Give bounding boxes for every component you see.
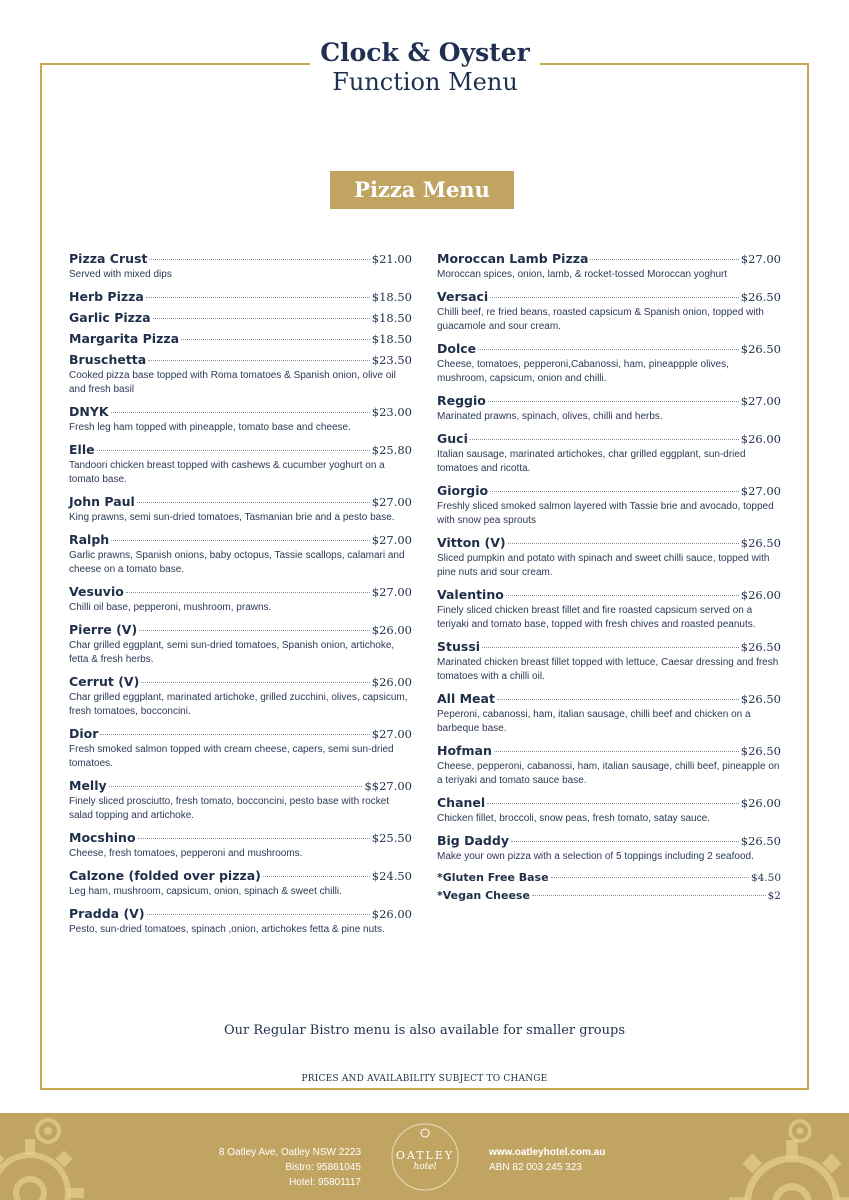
menu-item-row [69, 532, 412, 549]
menu-item-row [437, 251, 781, 268]
bistro-phone: Bistro: 95861045 [285, 1162, 361, 1173]
menu-item-name: *Vegan Cheese [437, 889, 530, 902]
menu-item-row [69, 494, 412, 511]
menu-item-row [69, 584, 412, 601]
menu-item-price: $27.00 [371, 495, 412, 509]
menu-item-name: Pierre (V) [69, 622, 138, 637]
menu-item-price: $18.50 [371, 290, 412, 304]
menu-item-price: $27.00 [371, 727, 412, 741]
dot-leader [482, 647, 739, 648]
dot-leader [148, 360, 370, 361]
menu-item-name: All Meat [437, 691, 495, 706]
menu-item-row [69, 404, 412, 421]
menu-item-description: Chilli oil base, pepperoni, mushroom, prawns. [69, 602, 272, 613]
right-column [437, 251, 781, 907]
menu-item-row [437, 889, 781, 906]
menu-item-row [437, 483, 781, 500]
menu-item-row [69, 331, 412, 348]
dot-leader [100, 734, 369, 735]
menu-item-name: Dolce [437, 341, 477, 356]
menu-item-price: $2 [767, 890, 781, 902]
menu-item-description: Marinated chicken breast fillet topped with lettuce, Caesar dressing and fresh tomatoes with a chilli oil. [437, 657, 779, 682]
menu-item-price: $18.50 [371, 311, 412, 325]
web-block [489, 1145, 689, 1175]
menu-item-row [69, 289, 412, 306]
menu-item [69, 726, 412, 771]
menu-item-price: $27.00 [371, 585, 412, 599]
menu-item-row [437, 691, 781, 708]
menu-item-price: $26.50 [740, 744, 781, 758]
dot-leader [126, 592, 370, 593]
title-line-2: Function Menu [332, 68, 518, 96]
menu-item-price: $26.00 [740, 432, 781, 446]
menu-item-name: Ralph [69, 532, 110, 547]
dot-leader [470, 439, 739, 440]
menu-item-name: Giorgio [437, 483, 489, 498]
menu-item [437, 871, 781, 888]
menu-item-name: Versaci [437, 289, 489, 304]
menu-item-name: Reggio [437, 393, 486, 408]
dot-leader [97, 450, 370, 451]
menu-item-description: Fresh leg ham topped with pineapple, tomato base and cheese. [69, 422, 351, 433]
menu-item-description: Finely sliced chicken breast fillet and fire roasted capsicum served on a teriyaki and tomato base, topped with fresh chives and roasted peanuts. [437, 605, 756, 630]
menu-item-row [437, 341, 781, 358]
logo-name: OATLEY [395, 1149, 455, 1162]
menu-item-name: Pizza Crust [69, 251, 148, 266]
menu-item [69, 331, 412, 348]
menu-item [69, 289, 412, 306]
menu-item-name: Moroccan Lamb Pizza [437, 251, 589, 266]
menu-item-price: $$27.00 [364, 779, 412, 793]
menu-item-description: Italian sausage, marinated artichokes, char grilled eggplant, sun-dried tomatoes and ricotta. [437, 449, 746, 474]
menu-item-row [69, 442, 412, 459]
menu-item-description: Cheese, tomatoes, pepperoni,Cabanossi, ham, pineappple olives, mushroom, capsicum, onion and chilli. [437, 359, 729, 384]
menu-item-price: $26.50 [740, 692, 781, 706]
menu-item [437, 393, 781, 424]
menu-item [69, 868, 412, 899]
menu-item-description: Tandoori chicken breast topped with cashews & cucumber yoghurt on a tomato base. [69, 460, 385, 485]
menu-item [437, 691, 781, 736]
dot-leader [153, 318, 370, 319]
menu-item [437, 251, 781, 282]
menu-item-description: Freshly sliced smoked salmon layered with Tassie brie and avocado, topped with snow pea sprouts [437, 501, 774, 526]
menu-item-name: Garlic Pizza [69, 310, 151, 325]
menu-item-price: $25.50 [371, 831, 412, 845]
menu-item-name: Mocshino [69, 830, 136, 845]
menu-item-description: Cheese, fresh tomatoes, pepperoni and mushrooms. [69, 848, 303, 859]
menu-item-description: Served with mixed dips [69, 269, 172, 280]
dot-leader [147, 914, 370, 915]
menu-item [437, 341, 781, 386]
menu-item [69, 532, 412, 577]
menu-item-description: Cooked pizza base topped with Roma tomatoes & Spanish onion, olive oil and fresh basil [69, 370, 396, 395]
footer-disclaimer: PRICES AND AVAILABILITY SUBJECT TO CHANGE [301, 1074, 548, 1084]
menu-item [69, 310, 412, 327]
menu-item-price: $4.50 [750, 872, 781, 884]
dot-leader [478, 349, 739, 350]
dot-leader [138, 838, 370, 839]
menu-item-name: Hofman [437, 743, 492, 758]
dot-leader [508, 543, 739, 544]
dot-leader [497, 699, 739, 700]
dot-leader [181, 339, 370, 340]
menu-item-name: Melly [69, 778, 107, 793]
menu-item-description: Leg ham, mushroom, capsicum, onion, spinach & sweet chilli. [69, 886, 342, 897]
menu-item-price: $21.00 [371, 252, 412, 266]
title-line-1: Clock & Oyster [320, 38, 530, 67]
menu-item-price: $25.80 [371, 443, 412, 457]
menu-item-description: Marinated prawns, spinach, olives, chilli and herbs. [437, 411, 663, 422]
menu-title [310, 38, 540, 98]
gear-icon [782, 1113, 818, 1149]
menu-item-description: Sliced pumpkin and potato with spinach and sweet chilli sauce, topped with pine nuts and sour cream. [437, 553, 770, 578]
menu-item-name: DNYK [69, 404, 109, 419]
menu-item-name: Valentino [437, 587, 504, 602]
dot-leader [111, 540, 370, 541]
menu-item-description: Fresh smoked salmon topped with cream cheese, capers, semi sun-dried tomatoes. [69, 744, 394, 769]
menu-item-row [437, 587, 781, 604]
menu-item-row [69, 830, 412, 847]
dot-leader [488, 401, 739, 402]
menu-item-description: Chicken fillet, broccoli, snow peas, fresh tomato, satay sauce. [437, 813, 710, 824]
menu-item-row [437, 393, 781, 410]
menu-item [69, 830, 412, 861]
menu-item-price: $26.00 [371, 907, 412, 921]
menu-item-description: Char grilled eggplant, marinated artichoke, grilled zucchini, olives, capsicum, fresh tomatoes, bocconcini. [69, 692, 408, 717]
menu-item-name: Dior [69, 726, 99, 741]
menu-item-row [437, 871, 781, 888]
menu-item [69, 442, 412, 487]
menu-item-price: $27.00 [740, 252, 781, 266]
dot-leader [149, 259, 369, 260]
address-block [150, 1145, 361, 1190]
menu-item-row [437, 535, 781, 552]
menu-item-name: Calzone (folded over pizza) [69, 868, 261, 883]
menu-item [69, 584, 412, 615]
logo-sub: hotel [413, 1162, 437, 1172]
menu-item [69, 778, 412, 823]
menu-item-description: King prawns, semi sun-dried tomatoes, Tasmanian brie and a pesto base. [69, 512, 395, 523]
dot-leader [146, 297, 370, 298]
menu-item-description: Garlic prawns, Spanish onions, baby octopus, Tassie scallops, calamari and cheese on a tomato base. [69, 550, 405, 575]
section-title: Pizza Menu [330, 171, 514, 209]
menu-item-price: $27.00 [740, 484, 781, 498]
menu-item-description: Char grilled eggplant, semi sun-dried tomatoes, Spanish onion, artichoke, fetta & fresh herbs. [69, 640, 395, 665]
menu-item-row [69, 906, 412, 923]
menu-item-description: Cheese, pepperoni, cabanossi, ham, italian sausage, chilli beef, pineapple on a teriyaki and tomato sauce base. [437, 761, 780, 786]
menu-item-name: Vitton (V) [437, 535, 506, 550]
left-column [69, 251, 412, 944]
dot-leader [111, 412, 370, 413]
menu-item-price: $26.50 [740, 290, 781, 304]
menu-item-name: Margarita Pizza [69, 331, 180, 346]
menu-item-price: $23.50 [371, 353, 412, 367]
menu-item [437, 483, 781, 528]
menu-item-row [437, 743, 781, 760]
menu-item [69, 494, 412, 525]
menu-item-row [437, 639, 781, 656]
menu-item-price: $18.50 [371, 332, 412, 346]
menu-item-row [69, 352, 412, 369]
menu-item-row [69, 622, 412, 639]
abn-text: ABN 82 003 245 323 [489, 1162, 582, 1173]
menu-item-name: Pradda (V) [69, 906, 145, 921]
menu-item-price: $26.50 [740, 640, 781, 654]
menu-item-price: $24.50 [371, 869, 412, 883]
menu-item-row [437, 289, 781, 306]
menu-item-description: Chilli beef, re fried beans, roasted capsicum & Spanish onion, topped with guacamole and sour cream. [437, 307, 764, 332]
menu-item-name: Cerrut (V) [69, 674, 140, 689]
menu-item-price: $23.00 [371, 405, 412, 419]
menu-item-price: $26.00 [740, 588, 781, 602]
menu-item-description: Moroccan spices, onion, lamb, & rocket-tossed Moroccan yoghurt [437, 269, 728, 280]
dot-leader [487, 803, 739, 804]
menu-item [69, 352, 412, 397]
menu-item-name: John Paul [69, 494, 135, 509]
menu-item-row [437, 431, 781, 448]
menu-item-row [69, 726, 412, 743]
menu-item [69, 906, 412, 937]
menu-item [69, 404, 412, 435]
menu-item [69, 674, 412, 719]
dot-leader [494, 751, 739, 752]
menu-item-price: $26.50 [740, 342, 781, 356]
menu-item [437, 889, 781, 906]
menu-item-price: $26.00 [740, 796, 781, 810]
menu-item-row [69, 778, 412, 795]
menu-item-name: Bruschetta [69, 352, 147, 367]
menu-item-description: Pesto, sun-dried tomatoes, spinach ,onion, artichokes fetta & pine nuts. [69, 924, 385, 935]
extras-list [437, 871, 781, 906]
menu-item [437, 833, 781, 864]
bottom-bar [0, 1113, 849, 1200]
hotel-phone: Hotel: 95801117 [289, 1177, 361, 1188]
menu-item-name: Elle [69, 442, 95, 457]
menu-item [437, 795, 781, 826]
menu-item-row [69, 310, 412, 327]
website-link[interactable]: www.oatleyhotel.com.au [489, 1147, 606, 1158]
oatley-hotel-logo [380, 1119, 470, 1195]
dot-leader [263, 876, 370, 877]
footer-note: Our Regular Bistro menu is also available for smaller groups [223, 1023, 626, 1038]
menu-item-name: *Gluten Free Base [437, 871, 549, 884]
menu-item-row [69, 251, 412, 268]
menu-item-name: Big Daddy [437, 833, 509, 848]
menu-item [437, 743, 781, 788]
dot-leader [490, 297, 739, 298]
menu-item-name: Herb Pizza [69, 289, 144, 304]
menu-item-price: $26.00 [371, 675, 412, 689]
dot-leader [139, 630, 370, 631]
menu-item-name: Chanel [437, 795, 486, 810]
dot-leader [109, 786, 363, 787]
menu-item-price: $27.00 [740, 394, 781, 408]
menu-item-price: $26.00 [371, 623, 412, 637]
dot-leader [141, 682, 369, 683]
menu-item [437, 289, 781, 334]
dot-leader [506, 595, 739, 596]
menu-item-price: $26.50 [740, 834, 781, 848]
menu-item [437, 431, 781, 476]
menu-item [437, 535, 781, 580]
dot-leader [137, 502, 370, 503]
menu-item-row [437, 795, 781, 812]
menu-item-name: Stussi [437, 639, 481, 654]
menu-item [437, 639, 781, 684]
dot-leader [590, 259, 738, 260]
logo-clock-icon [380, 1119, 470, 1195]
menu-item [437, 587, 781, 632]
menu-item-description: Make your own pizza with a selection of 5 toppings including 2 seafood. [437, 851, 754, 862]
menu-item-name: Guci [437, 431, 468, 446]
menu-item [69, 251, 412, 282]
menu-item-description: Finely sliced prosciutto, fresh tomato, bocconcini, pesto base with rocket salad topping and artichoke. [69, 796, 390, 821]
dot-leader [511, 841, 739, 842]
dot-leader [490, 491, 739, 492]
menu-item-name: Vesuvio [69, 584, 124, 599]
menu-item-description: Peperoni, cabanossi, ham, italian sausage, chilli beef and chicken on a barbeque base. [437, 709, 751, 734]
address-text: 8 Oatley Ave, Oatley NSW 2223 [218, 1147, 361, 1158]
menu-item-row [69, 674, 412, 691]
gear-icon [28, 1113, 68, 1151]
menu-item-row [437, 833, 781, 850]
menu-item-price: $27.00 [371, 533, 412, 547]
menu-item-price: $26.50 [740, 536, 781, 550]
menu-item [69, 622, 412, 667]
dot-leader [551, 877, 749, 878]
dot-leader [532, 895, 766, 896]
menu-item-row [69, 868, 412, 885]
